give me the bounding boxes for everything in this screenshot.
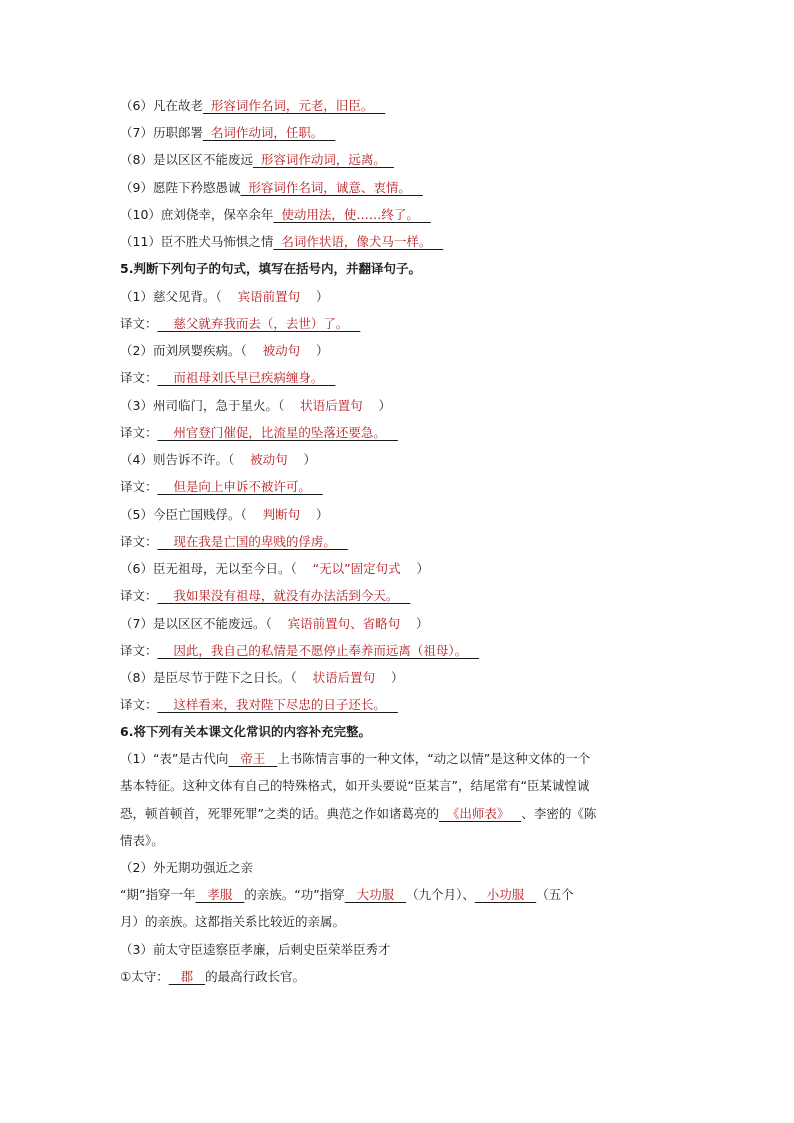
- question-text: （1）慈父见背。（: [120, 289, 222, 304]
- q4-item-8: [120, 152, 680, 168]
- paragraph-text: （五个: [536, 887, 574, 902]
- question-text: （2）而刘夙婴疾病。（: [120, 343, 247, 358]
- paragraph-text: 的最高行政长官。: [205, 969, 306, 984]
- paren-close: ）: [416, 616, 429, 631]
- answer-text: 名词作状语，像犬马一样。: [273, 234, 444, 249]
- s6-p1-line-4: 情表》。: [120, 833, 164, 848]
- section-5-heading: 5.判断下列句子的句式，填写在括号内，并翻译句子。: [120, 261, 421, 276]
- answer-text: 帝王: [228, 751, 278, 766]
- translation-prefix: 译文：: [120, 697, 158, 712]
- answer-text: 《出师表》: [438, 806, 522, 821]
- sentence-type: 宾语前置句: [221, 289, 317, 304]
- question-text: （9）愿陛下矜愍愚诚: [120, 180, 241, 195]
- question-text: （8）是臣尽节于陛下之日长。（: [120, 670, 297, 685]
- paren-close: ）: [316, 289, 329, 304]
- s5-item-4-translation: [120, 479, 680, 495]
- s5-item-6-question: [120, 561, 680, 577]
- paragraph-text: 恐，顿首顿首，死罪死罪”之类的话。典范之作如诸葛亮的: [120, 806, 439, 821]
- answer-text: 形容词作名词，元老，旧臣。: [202, 98, 386, 113]
- answer-text: 使动用法，使……终了。: [273, 207, 431, 222]
- answer-text: 名词作动词，任职。: [202, 125, 336, 140]
- answer-text: 小功服: [474, 887, 537, 902]
- s5-item-1-question: [120, 289, 680, 305]
- s5-item-7-translation: [120, 643, 680, 659]
- sentence-type: 宾语前置句、省略句: [271, 616, 417, 631]
- s6-p3-title: （3）前太守臣逵察臣孝廉，后刺史臣荣举臣秀才: [120, 942, 391, 957]
- question-text: （8）是以区区不能废远: [120, 152, 253, 167]
- s5-item-4-question: [120, 452, 680, 468]
- answer-text: 形容词作名词，诚意、衷情。: [240, 180, 423, 195]
- translation-text: 州官登门催促，比流星的坠落还要急。: [157, 425, 398, 440]
- sentence-type: “无以”固定句式: [296, 561, 417, 576]
- s6-p1-line-2: 基本特征。这种文体有自己的特殊格式，如开头要说“臣某言”，结尾常有“臣某诚惶诚: [120, 778, 590, 793]
- paren-close: ）: [416, 561, 429, 576]
- s6-p2-line-2: 月）的亲族。这都指关系比较近的亲属。: [120, 914, 346, 929]
- s5-item-1-translation: [120, 316, 680, 332]
- translation-prefix: 译文：: [120, 643, 158, 658]
- answer-text: 大功服: [344, 887, 407, 902]
- paren-close: ）: [378, 398, 392, 413]
- sentence-type: 被动句: [246, 343, 317, 358]
- translation-prefix: 译文：: [120, 534, 158, 549]
- translation-text: 这样看来，我对陛下尽忠的日子还长。: [157, 697, 398, 712]
- s5-item-7-question: [120, 616, 680, 632]
- s5-item-2-translation: [120, 370, 680, 386]
- translation-prefix: 译文：: [120, 316, 158, 331]
- paragraph-text: 的亲族。“功”指穿: [244, 887, 345, 902]
- question-text: （10）庶刘侥幸，保卒余年: [120, 207, 274, 222]
- q4-item-9: [120, 180, 680, 196]
- paragraph-text: 上书陈情言事的一种文体，“动之以情”是这种文体的一个: [277, 751, 591, 766]
- question-text: （11）臣不胜犬马怖惧之情: [120, 234, 274, 249]
- paren-close: ）: [316, 343, 329, 358]
- answer-text: 郡: [168, 969, 206, 984]
- s6-p3-line-1: [120, 969, 680, 985]
- s5-item-8-translation: [120, 697, 680, 713]
- s5-item-5-translation: [120, 534, 680, 550]
- question-text: （6）凡在故老: [120, 98, 203, 113]
- sentence-type: 状语后置句: [284, 398, 379, 413]
- translation-text: 而祖母刘氏早已疾病缠身。: [157, 370, 336, 385]
- translation-prefix: 译文：: [120, 370, 158, 385]
- paragraph-text: 、李密的《陈: [521, 806, 597, 821]
- s6-p1-line-1: [120, 751, 680, 767]
- q4-item-7: [120, 125, 680, 141]
- translation-prefix: 译文：: [120, 425, 158, 440]
- sentence-type: 判断句: [246, 507, 317, 522]
- paragraph-text: （1）“表”是古代向: [120, 751, 229, 766]
- s5-item-3-question: [120, 398, 680, 414]
- question-text: （5）今臣亡国贱俘。（: [120, 507, 247, 522]
- s6-p2-title: （2）外无期功强近之亲: [120, 860, 253, 875]
- paragraph-text: “期”指穿一年: [120, 887, 196, 902]
- q4-item-6: [120, 98, 680, 114]
- s5-item-3-translation: [120, 425, 680, 441]
- paren-close: ）: [316, 507, 329, 522]
- paren-close: ）: [391, 670, 404, 685]
- question-text: （6）臣无祖母，无以至今日。（: [120, 561, 297, 576]
- s5-item-6-translation: [120, 588, 680, 604]
- q4-item-11: [120, 234, 680, 250]
- paragraph-text: ①太守：: [120, 969, 169, 984]
- s5-item-5-question: [120, 507, 680, 523]
- translation-prefix: 译文：: [120, 588, 158, 603]
- s5-item-8-question: [120, 670, 680, 686]
- question-text: （7）是以区区不能废远。（: [120, 616, 272, 631]
- s5-item-2-question: [120, 343, 680, 359]
- q4-item-10: [120, 207, 680, 223]
- sentence-type: 被动句: [234, 452, 304, 467]
- question-text: （3）州司临门，急于星火。（: [120, 398, 285, 413]
- translation-text: 现在我是亡国的卑贱的俘虏。: [157, 534, 348, 549]
- translation-text: 因此，我自己的私情是不愿停止奉养而远离（祖母）。: [157, 643, 480, 658]
- paragraph-text: （九个月）、: [406, 887, 475, 902]
- s6-p1-line-3: [120, 806, 680, 822]
- translation-text: 慈父就弃我而去（，去世）了。: [157, 316, 361, 331]
- s6-p2-line-1: [120, 887, 680, 903]
- translation-text: 我如果没有祖母，就没有办法活到今天。: [157, 588, 411, 603]
- question-text: （7）历职郎署: [120, 125, 203, 140]
- sentence-type: 状语后置句: [296, 670, 392, 685]
- translation-prefix: 译文：: [120, 479, 158, 494]
- answer-text: 形容词作动词，远离。: [252, 152, 394, 167]
- translation-text: 但是向上申诉不被许可。: [157, 479, 323, 494]
- answer-text: 孝服: [195, 887, 245, 902]
- section-6-heading: 6.将下列有关本课文化常识的内容补充完整。: [120, 724, 371, 739]
- question-text: （4）则告诉不许。（: [120, 452, 235, 467]
- paren-close: ）: [303, 452, 317, 467]
